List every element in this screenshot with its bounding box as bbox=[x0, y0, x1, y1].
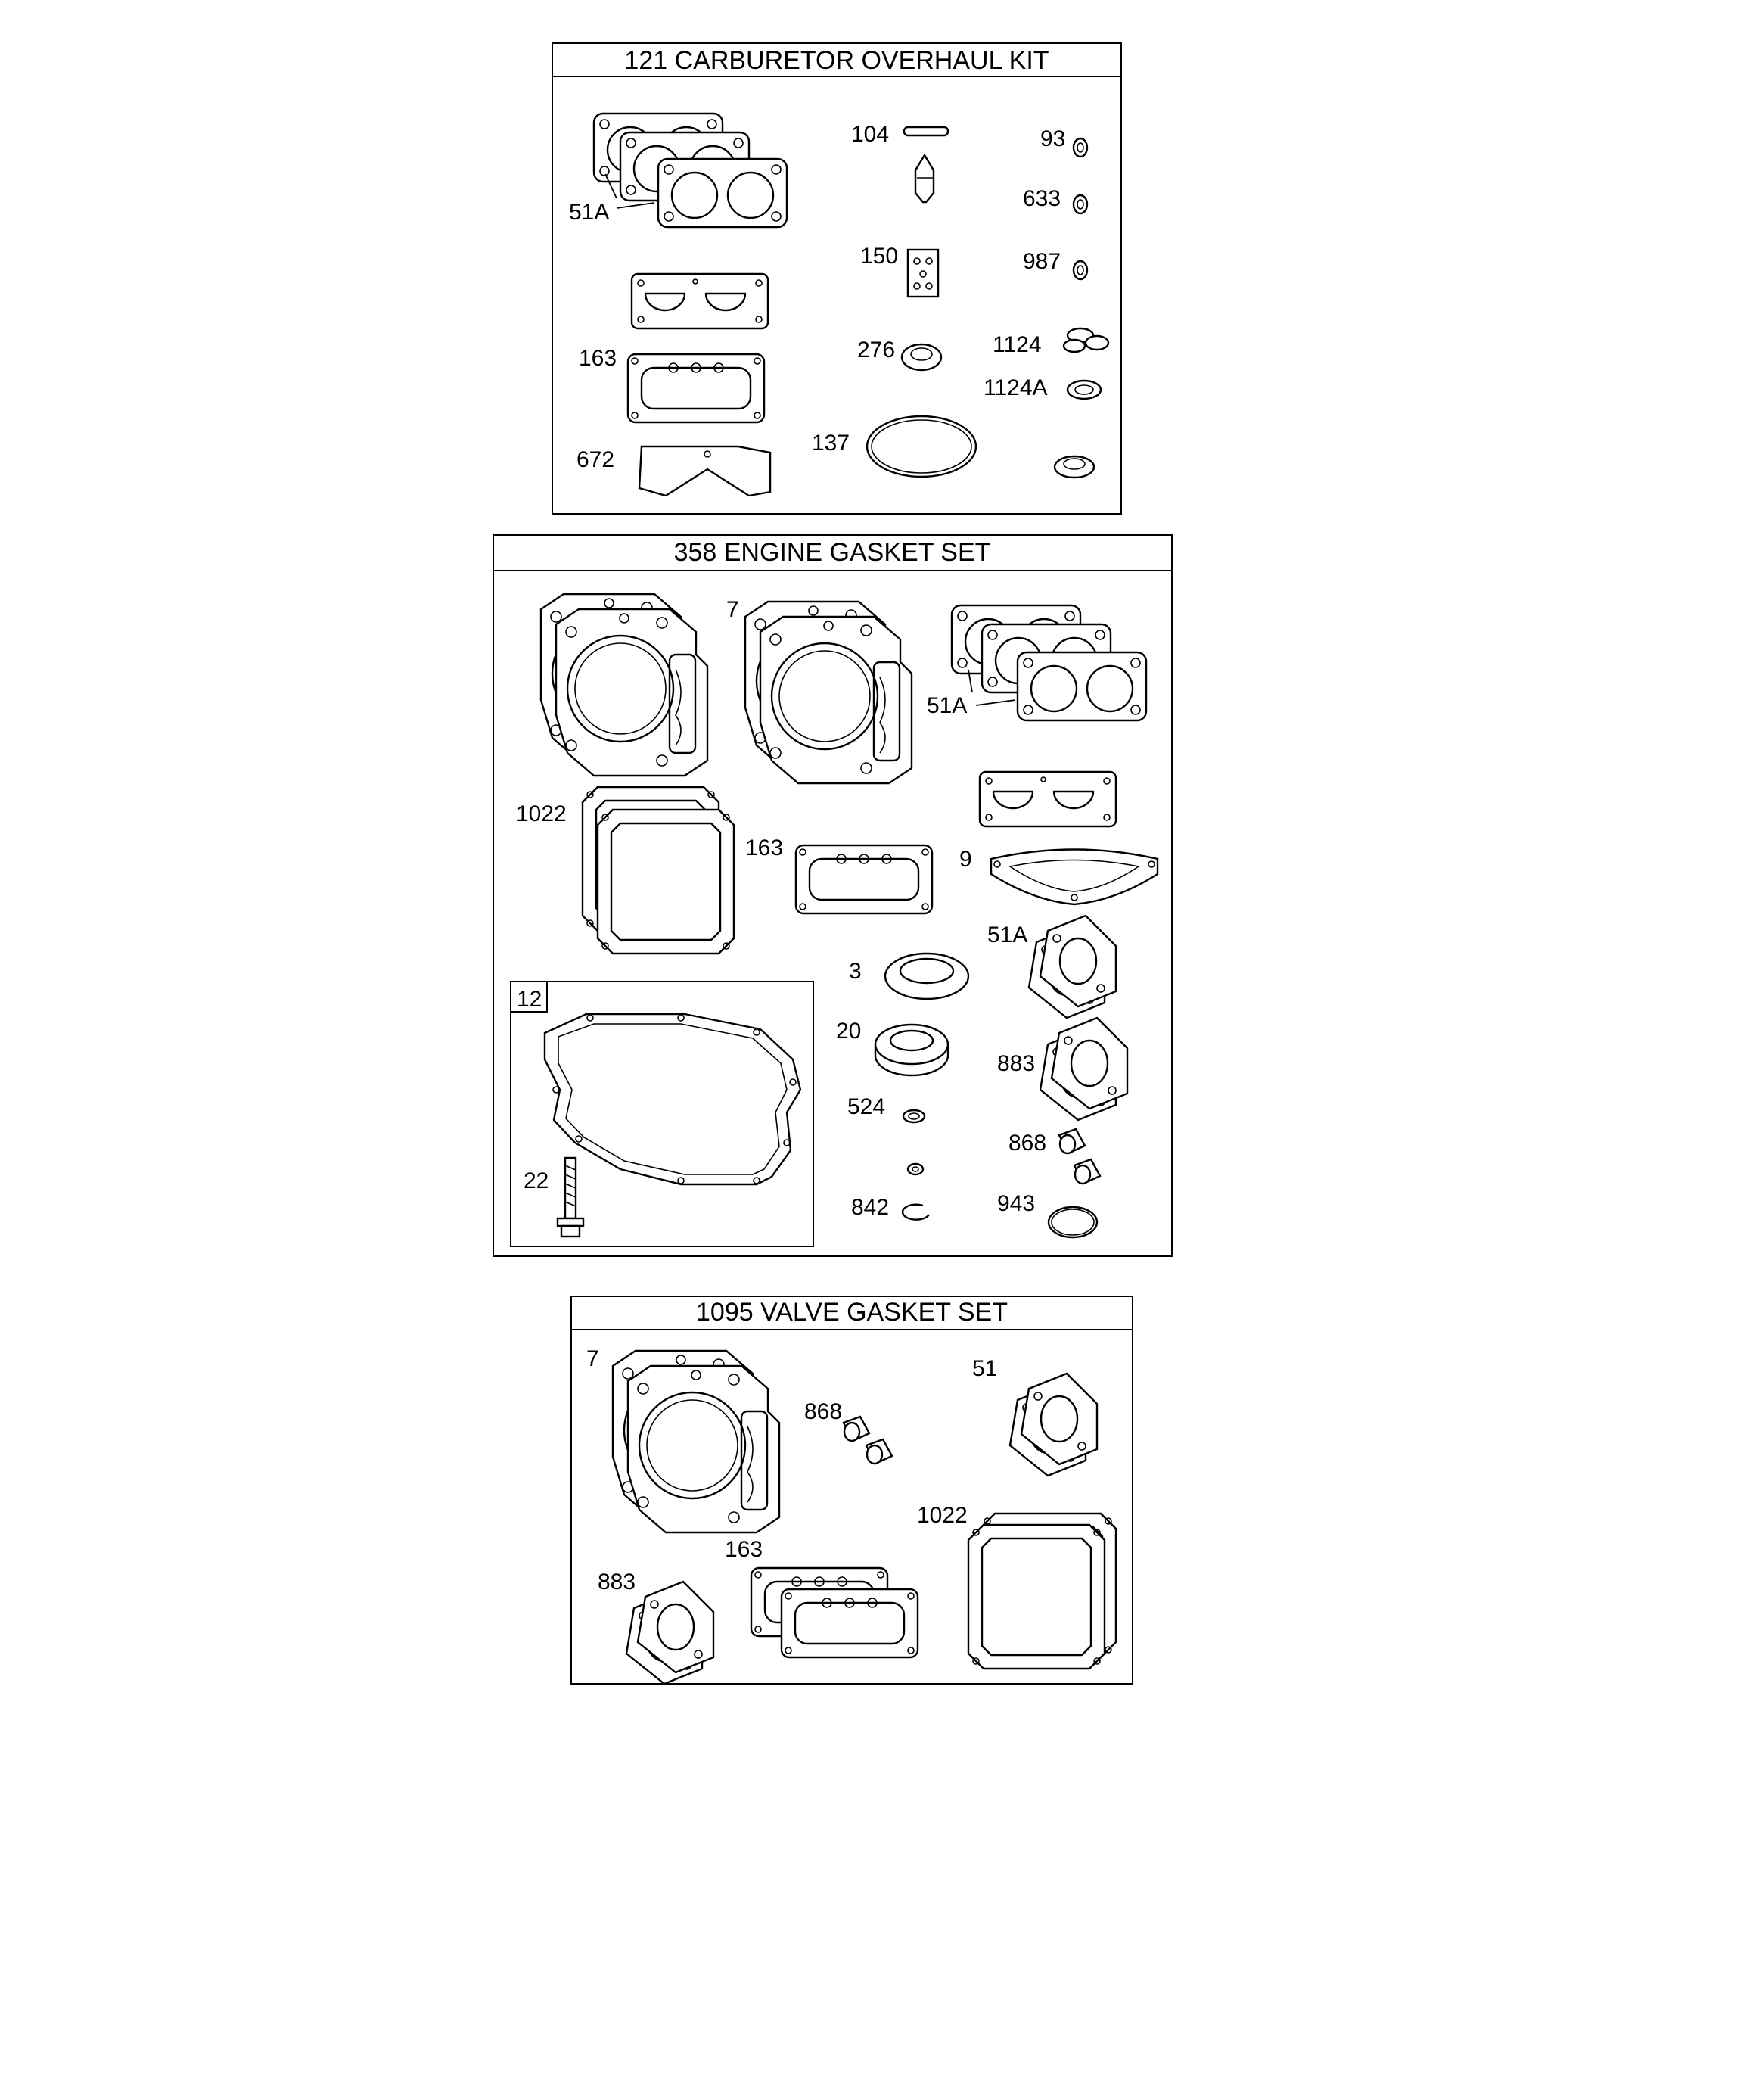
part-label: 868 bbox=[1008, 1131, 1047, 1156]
part-label: 943 bbox=[997, 1191, 1036, 1216]
part-93 bbox=[1040, 126, 1087, 157]
part-163 bbox=[725, 1537, 918, 1657]
kit-title: 1095 VALVE GASKET SET bbox=[696, 1298, 1008, 1327]
part-1124 bbox=[993, 328, 1108, 357]
kit-valve-gasket-set bbox=[571, 1296, 1133, 1684]
sub-kit-12 bbox=[511, 982, 813, 1246]
carburetor-gasket-51a bbox=[927, 605, 1146, 720]
part-label: 93 bbox=[1040, 126, 1066, 151]
part-label: 51 bbox=[972, 1356, 998, 1381]
part-label: 163 bbox=[745, 835, 784, 860]
part-label: 883 bbox=[997, 1051, 1036, 1076]
part-label: 633 bbox=[1023, 186, 1061, 211]
part-883 bbox=[598, 1570, 713, 1684]
part-label: 1124 bbox=[993, 332, 1042, 357]
part-276 bbox=[857, 338, 941, 370]
part-20 bbox=[836, 1019, 948, 1075]
seal-unlabeled bbox=[1055, 456, 1094, 478]
head-gasket-7 bbox=[726, 597, 912, 783]
kit-title: 121 CARBURETOR OVERHAUL KIT bbox=[624, 46, 1049, 75]
part-150 bbox=[860, 244, 938, 297]
valve-cover-gasket-1022 bbox=[516, 787, 734, 954]
part-label: 524 bbox=[847, 1094, 886, 1119]
bolt-22 bbox=[524, 1158, 583, 1237]
part-label: 883 bbox=[598, 1570, 636, 1594]
carburetor-gasket-51a bbox=[569, 114, 787, 227]
kit-title: 358 ENGINE GASKET SET bbox=[673, 538, 991, 567]
part-1124a bbox=[984, 375, 1101, 400]
head-gasket-7 bbox=[586, 1346, 779, 1532]
part-label: 1022 bbox=[917, 1503, 968, 1528]
valve-cover-gasket-1022 bbox=[917, 1503, 1116, 1669]
part-label: 672 bbox=[576, 447, 615, 472]
part-163 bbox=[745, 835, 932, 913]
part-label: 7 bbox=[726, 597, 739, 622]
part-868 bbox=[804, 1399, 892, 1464]
part-label: 150 bbox=[860, 244, 899, 269]
part-label: 842 bbox=[851, 1195, 890, 1220]
part-label: 868 bbox=[804, 1399, 843, 1424]
part-137 bbox=[812, 416, 976, 477]
part-label: 7 bbox=[586, 1346, 599, 1371]
intake-spacer-51a bbox=[987, 916, 1116, 1018]
part-883 bbox=[997, 1018, 1127, 1120]
intake-spacer-51 bbox=[972, 1356, 1097, 1476]
carb-gasket-unlabeled bbox=[980, 772, 1116, 826]
part-label: 137 bbox=[812, 431, 850, 456]
part-9 bbox=[959, 847, 1158, 904]
part-label: 51A bbox=[569, 200, 610, 225]
part-label: 163 bbox=[579, 346, 617, 371]
part-label: 3 bbox=[849, 959, 862, 984]
part-3 bbox=[849, 954, 968, 999]
part-987 bbox=[1023, 249, 1087, 279]
part-label: 987 bbox=[1023, 249, 1061, 274]
part-524 bbox=[847, 1094, 925, 1122]
kit-engine-gasket-set bbox=[493, 535, 1172, 1256]
part-label: 51A bbox=[927, 693, 968, 718]
part-868 bbox=[1008, 1129, 1100, 1184]
part-label: 22 bbox=[524, 1168, 549, 1193]
part-label: 163 bbox=[725, 1537, 763, 1562]
small-nut bbox=[908, 1164, 923, 1174]
part-label: 12 bbox=[517, 987, 542, 1012]
crankcase-gasket bbox=[545, 1014, 800, 1184]
part-943 bbox=[997, 1191, 1097, 1237]
part-label: 20 bbox=[836, 1019, 862, 1044]
part-label: 1022 bbox=[516, 801, 567, 826]
part-label: 104 bbox=[851, 122, 890, 147]
part-104 bbox=[851, 122, 948, 202]
head-gasket-unlabeled bbox=[541, 594, 707, 776]
part-label: 51A bbox=[987, 922, 1028, 947]
part-label: 276 bbox=[857, 338, 896, 362]
part-163 bbox=[579, 274, 768, 422]
part-label: 1124A bbox=[984, 375, 1048, 400]
kit-carburetor-overhaul bbox=[552, 43, 1121, 514]
part-633 bbox=[1023, 186, 1087, 213]
part-842 bbox=[851, 1195, 929, 1220]
part-label: 9 bbox=[959, 847, 972, 872]
part-672 bbox=[576, 446, 770, 496]
